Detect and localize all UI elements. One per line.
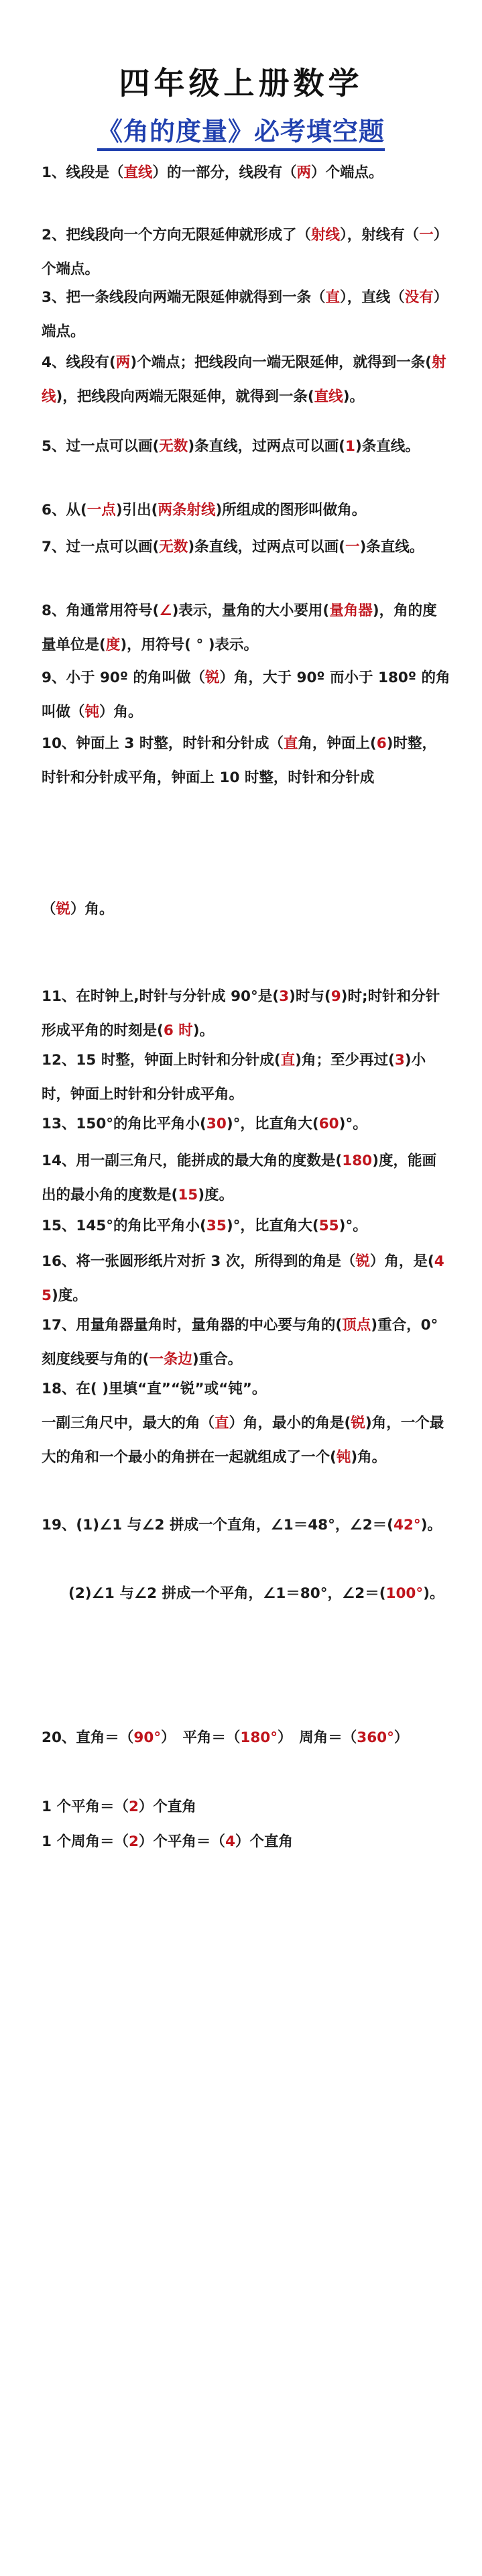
answer: 35 <box>206 1218 227 1234</box>
question-16: 16、将一张圆形纸片对折 3 次，所得到的角是（锐）角，是(45)度。 <box>42 1253 444 1304</box>
answer: ∠ <box>159 602 172 619</box>
answer: 30 <box>206 1116 227 1132</box>
answer: 锐 <box>355 1253 370 1270</box>
answer: 90° <box>133 1729 162 1746</box>
answer: 直 <box>215 1415 229 1432</box>
answer: 360° <box>357 1729 394 1746</box>
answer: 一 <box>419 227 434 244</box>
answer: 100° <box>385 1585 424 1602</box>
question-11: 11、在时钟上,时针与分针成 90°是(3)时与(9)时;时针和分针形成平角的时刻是(6 时)。 <box>42 988 440 1039</box>
question-4: 4、线段有(两)个端点；把线段向一端无限延伸，就得到一条(射线)，把线段向两端无限延伸，就得到一条(直线)。 <box>42 354 446 405</box>
answer: 锐 <box>351 1415 365 1432</box>
answer: 钝 <box>84 704 100 720</box>
answer: 2 <box>128 1799 139 1815</box>
answer: 180 <box>342 1152 373 1169</box>
question-1: 1、线段是（直线）的一部分，线段有（两）个端点。 <box>42 164 383 181</box>
answer: 55 <box>318 1218 339 1234</box>
answer: 2 <box>128 1833 139 1850</box>
question-8: 8、角通常用符号(∠)表示，量角的大小要用(量角器)，角的度量单位是(度)，用符号( ° )表示。 <box>42 602 437 653</box>
answer: 3 <box>394 1052 405 1069</box>
question-9: 9、小于 90º 的角叫做（锐）角，大于 90º 而小于 180º 的角叫做（钝）角。 <box>42 669 450 720</box>
answer: 一 <box>345 539 360 555</box>
question-10: 10、钟面上 3 时整，时针和分针成（直角，钟面上(6)时整，时针和分针成平角，钟面上 10 时整，时针和分针成 <box>42 735 436 786</box>
page-subtitle <box>0 111 482 148</box>
answer: 180° <box>240 1729 278 1746</box>
question-6: 6、从(一点)引出(两条射线)所组成的图形叫做角。 <box>42 502 367 519</box>
question-20: 20、直角＝（90°） 平角＝（180°） 周角＝（360°） <box>42 1729 409 1746</box>
answer: 15 <box>178 1187 198 1203</box>
answer: 量角器 <box>329 602 373 619</box>
question-17: 17、用量角器量角时，量角器的中心要与角的(顶点)重合，0°刻度线要与角的(一条边)重合。 <box>42 1317 438 1368</box>
answer: 9 <box>330 988 341 1005</box>
question-20-line-2: 1 个平角＝（2）个直角 <box>42 1799 196 1815</box>
answer: 3 <box>279 988 290 1005</box>
question-13: 13、150°的角比平角小(30)°，比直角大(60)°。 <box>42 1116 367 1132</box>
question-19-part-2: (2)∠1 与∠2 拼成一个平角，∠1＝80°，∠2＝(100°)。 <box>68 1585 444 1602</box>
question-20-line-3: 1 个周角＝（2）个平角＝（4）个直角 <box>42 1833 293 1850</box>
answer: 直线 <box>123 164 153 181</box>
question-5: 5、过一点可以画(无数)条直线，过两点可以画(1)条直线。 <box>42 438 420 455</box>
answer: 直 <box>325 289 340 306</box>
answer: 直 <box>280 1052 296 1069</box>
answer: 直线 <box>314 388 343 405</box>
answer: 射线 <box>310 227 340 244</box>
question-18-body: 一副三角尺中，最大的角（直）角，最小的角是(锐)角，一个最大的角和一个最小的角拼在一起就组成了一个(钝)角。 <box>42 1415 444 1466</box>
answer: 6 时 <box>163 1022 193 1039</box>
subtitle-text: 《角的度量》必考填空题 <box>97 117 385 151</box>
question-18: 18、在( )里填“直”“锐”或“钝”。 <box>42 1381 267 1397</box>
answer: 1 <box>345 438 355 455</box>
answer: 45 <box>42 1253 444 1304</box>
answer: 直 <box>283 735 298 752</box>
answer: 锐 <box>56 901 71 918</box>
question-15: 15、145°的角比平角小(35)°，比直角大(55)°。 <box>42 1218 367 1234</box>
answer: 没有 <box>404 289 434 306</box>
question-2: 2、把线段向一个方向无限延伸就形成了（射线），射线有（一）个端点。 <box>42 227 448 278</box>
answer: 无数 <box>159 438 188 455</box>
answer: 两 <box>296 164 312 181</box>
question-12: 12、15 时整，钟面上时针和分针成(直)角；至少再过(3)小时，钟面上时针和分针成平角。 <box>42 1052 426 1103</box>
answer: 钝 <box>336 1449 351 1466</box>
answer: 锐 <box>204 669 220 686</box>
answer: 一点 <box>86 502 116 519</box>
question-19-part-1: 19、(1)∠1 与∠2 拼成一个直角，∠1＝48°，∠2＝(42°)。 <box>42 1517 442 1534</box>
question-10-continued: （锐）角。 <box>42 901 114 918</box>
answer: 42° <box>393 1517 421 1534</box>
answer: 顶点 <box>342 1317 371 1334</box>
answer: 6 <box>376 735 387 752</box>
question-7: 7、过一点可以画(无数)条直线，过两点可以画(一)条直线。 <box>42 539 424 555</box>
answer: 度 <box>105 637 121 653</box>
answer: 60 <box>318 1116 339 1132</box>
answer: 4 <box>225 1833 235 1850</box>
answer: 两条射线 <box>158 502 216 519</box>
answer: 射线 <box>42 354 446 405</box>
answer: 两 <box>115 354 131 371</box>
question-3: 3、把一条线段向两端无限延伸就得到一条（直），直线（没有）端点。 <box>42 289 448 340</box>
answer: 一条边 <box>149 1351 192 1368</box>
answer: 无数 <box>159 539 188 555</box>
question-14: 14、用一副三角尺，能拼成的最大角的度数是(180)度，能画出的最小角的度数是(15)度。 <box>42 1152 436 1203</box>
page-title: 四年级上册数学 <box>119 65 363 101</box>
